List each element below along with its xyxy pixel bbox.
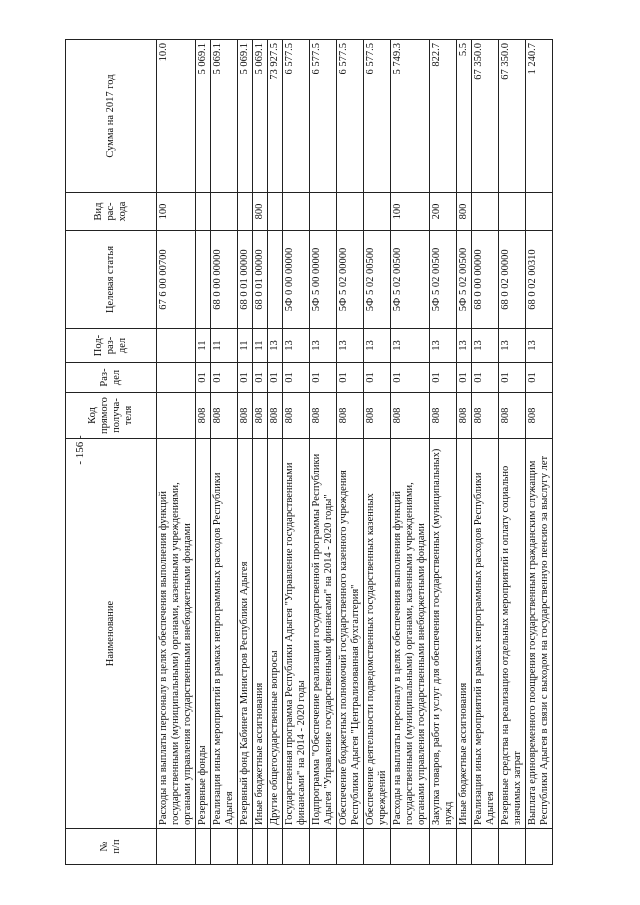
cell-vid: 800: [457, 193, 472, 231]
table-row: [310, 40, 337, 865]
cell-podrazdel: 11: [196, 329, 211, 363]
table-body: [157, 40, 553, 865]
budget-table: [65, 39, 553, 865]
cell-code: 808: [499, 393, 526, 439]
cell-podrazdel: 11: [253, 329, 268, 363]
cell-name: Обеспечение бюджетных полномочий государственного казенного учреждения Республики Адыгея "Централизованная бухгалтерия": [337, 439, 364, 829]
header-name: Наименование: [66, 439, 157, 829]
cell-name: Реализация иных мероприятий в рамках непрограммных расходов Республики Адыгея: [211, 439, 238, 829]
cell-vid: [238, 193, 253, 231]
cell-target: [268, 231, 283, 329]
cell-razdel: 01: [310, 363, 337, 393]
cell-code: 808: [472, 393, 499, 439]
header-code: Код прямого получа-теля: [66, 393, 157, 439]
cell-target: 5Ф 5 02 00000: [337, 231, 364, 329]
cell-sum: 6 577.5: [337, 40, 364, 193]
cell-vid: [364, 193, 391, 231]
cell-num: [526, 829, 553, 865]
cell-sum: 6 577.5: [310, 40, 337, 193]
cell-podrazdel: 13: [283, 329, 310, 363]
cell-num: [472, 829, 499, 865]
cell-name: Закупка товаров, работ и услуг для обеспечения государственных (муниципальных) нужд: [430, 439, 457, 829]
cell-razdel: 01: [211, 363, 238, 393]
table-row: [157, 40, 196, 865]
cell-sum: 5 069.1: [253, 40, 268, 193]
cell-code: 808: [268, 393, 283, 439]
header-sum: Сумма на 2017 год: [66, 40, 157, 193]
cell-vid: [196, 193, 211, 231]
table-row: [457, 40, 472, 865]
cell-target: 68 0 02 00000: [499, 231, 526, 329]
cell-code: 808: [391, 393, 430, 439]
cell-podrazdel: 13: [472, 329, 499, 363]
page-number: - 156 -: [74, 435, 86, 465]
cell-sum: 5.5: [457, 40, 472, 193]
cell-name: Иные бюджетные ассигнования: [457, 439, 472, 829]
cell-num: [157, 829, 196, 865]
cell-name: Реализация иных мероприятий в рамках непрограммных расходов Республики Адыгея: [472, 439, 499, 829]
cell-razdel: 01: [430, 363, 457, 393]
cell-razdel: 01: [499, 363, 526, 393]
cell-podrazdel: [157, 329, 196, 363]
cell-code: 808: [364, 393, 391, 439]
table-row: [391, 40, 430, 865]
table-row: [337, 40, 364, 865]
cell-num: [268, 829, 283, 865]
cell-podrazdel: 13: [391, 329, 430, 363]
cell-target: 5Ф 5 02 00500: [364, 231, 391, 329]
cell-code: 808: [457, 393, 472, 439]
cell-vid: 800: [253, 193, 268, 231]
cell-vid: [310, 193, 337, 231]
cell-sum: 5 069.1: [238, 40, 253, 193]
cell-code: 808: [211, 393, 238, 439]
table-row: [430, 40, 457, 865]
cell-num: [253, 829, 268, 865]
cell-razdel: 01: [364, 363, 391, 393]
cell-vid: [337, 193, 364, 231]
cell-num: [211, 829, 238, 865]
cell-name: Резервный фонд Кабинета Министров Республики Адыгея: [238, 439, 253, 829]
cell-code: 808: [337, 393, 364, 439]
cell-podrazdel: 11: [211, 329, 238, 363]
cell-podrazdel: 13: [526, 329, 553, 363]
header-vid: Вид рас-хода: [66, 193, 157, 231]
cell-vid: [283, 193, 310, 231]
cell-code: 808: [430, 393, 457, 439]
cell-sum: 6 577.5: [283, 40, 310, 193]
table-wrapper: [65, 40, 635, 865]
cell-sum: 1 240.7: [526, 40, 553, 193]
cell-code: 808: [253, 393, 268, 439]
cell-sum: 67 350.0: [472, 40, 499, 193]
cell-name: Расходы на выплаты персоналу в целях обеспечения выполнения функций государственными (муниципальными) органами, казенными учреждениями, органами управления государственными внебюджетными фондами: [391, 439, 430, 829]
cell-num: [337, 829, 364, 865]
cell-vid: [499, 193, 526, 231]
cell-num: [238, 829, 253, 865]
cell-name: Другие общегосударственные вопросы: [268, 439, 283, 829]
header-podrazdel: Под-раз-дел: [66, 329, 157, 363]
cell-sum: 5 069.1: [196, 40, 211, 193]
cell-name: Иные бюджетные ассигнования: [253, 439, 268, 829]
cell-sum: 67 350.0: [499, 40, 526, 193]
cell-vid: 100: [391, 193, 430, 231]
table-row: [268, 40, 283, 865]
cell-name: Резервные фонды: [196, 439, 211, 829]
cell-target: 67 6 00 00700: [157, 231, 196, 329]
cell-sum: 73 927.5: [268, 40, 283, 193]
cell-target: 68 0 02 00310: [526, 231, 553, 329]
table-header-row: [66, 40, 157, 865]
cell-sum: 822.7: [430, 40, 457, 193]
rotated-table-container: [65, 40, 635, 865]
header-razdel: Раз-дел: [66, 363, 157, 393]
cell-name: Обеспечение деятельности подведомственных государственных казенных учреждений: [364, 439, 391, 829]
cell-code: 808: [196, 393, 211, 439]
cell-podrazdel: 13: [499, 329, 526, 363]
cell-target: 5Ф 5 00 00000: [310, 231, 337, 329]
cell-sum: 10.0: [157, 40, 196, 193]
cell-target: 68 0 00 00000: [472, 231, 499, 329]
cell-num: [310, 829, 337, 865]
cell-podrazdel: 13: [310, 329, 337, 363]
cell-code: 808: [526, 393, 553, 439]
cell-num: [499, 829, 526, 865]
cell-sum: 6 577.5: [364, 40, 391, 193]
cell-target: 68 0 01 00000: [253, 231, 268, 329]
cell-name: Расходы на выплаты персоналу в целях обеспечения выполнения функций государственными (муниципальными) органами, казенными учреждениями, органами управления государственными внебюджетными фондами: [157, 439, 196, 829]
cell-razdel: 01: [253, 363, 268, 393]
cell-razdel: 01: [526, 363, 553, 393]
cell-target: [196, 231, 211, 329]
cell-num: [457, 829, 472, 865]
cell-num: [283, 829, 310, 865]
cell-code: 808: [310, 393, 337, 439]
header-num: № п/п: [66, 829, 157, 865]
table-row: [499, 40, 526, 865]
table-row: [211, 40, 238, 865]
cell-vid: [472, 193, 499, 231]
cell-podrazdel: 13: [430, 329, 457, 363]
cell-target: 5Ф 5 02 00500: [457, 231, 472, 329]
table-row: [526, 40, 553, 865]
cell-num: [364, 829, 391, 865]
cell-target: 68 0 00 00000: [211, 231, 238, 329]
cell-code: 808: [238, 393, 253, 439]
cell-target: 5Ф 5 02 00500: [430, 231, 457, 329]
cell-target: 5Ф 5 02 00500: [391, 231, 430, 329]
cell-vid: 200: [430, 193, 457, 231]
cell-target: 68 0 01 00000: [238, 231, 253, 329]
cell-razdel: 01: [238, 363, 253, 393]
cell-vid: [526, 193, 553, 231]
cell-name: Подпрограмма "Обеспечение реализации государственной программы Республики Адыгея "Управление государственными финансами" на 2014 - 2020 годы": [310, 439, 337, 829]
cell-name: Государственная программа Республики Адыгея "Управление государственными финансами" на 2014 - 2020 годы: [283, 439, 310, 829]
cell-podrazdel: 13: [268, 329, 283, 363]
cell-code: [157, 393, 196, 439]
table-row: [364, 40, 391, 865]
cell-num: [196, 829, 211, 865]
cell-name: Выплата единовременного поощрения государственным гражданским служащим Республики Адыгея в связи с выходом на государственную пенсию за выслугу лет: [526, 439, 553, 829]
cell-razdel: 01: [268, 363, 283, 393]
cell-num: [430, 829, 457, 865]
cell-vid: [211, 193, 238, 231]
cell-razdel: 01: [337, 363, 364, 393]
cell-vid: [268, 193, 283, 231]
header-target: Целевая статья: [66, 231, 157, 329]
cell-vid: 100: [157, 193, 196, 231]
cell-podrazdel: 13: [364, 329, 391, 363]
cell-razdel: [157, 363, 196, 393]
cell-code: 808: [283, 393, 310, 439]
cell-podrazdel: 11: [238, 329, 253, 363]
table-row: [253, 40, 268, 865]
table-row: [472, 40, 499, 865]
cell-num: [391, 829, 430, 865]
cell-razdel: 01: [283, 363, 310, 393]
table-row: [283, 40, 310, 865]
cell-podrazdel: 13: [457, 329, 472, 363]
cell-razdel: 01: [472, 363, 499, 393]
cell-podrazdel: 13: [337, 329, 364, 363]
cell-razdel: 01: [457, 363, 472, 393]
cell-sum: 5 069.1: [211, 40, 238, 193]
table-row: [238, 40, 253, 865]
table-row: [196, 40, 211, 865]
cell-target: 5Ф 0 00 00000: [283, 231, 310, 329]
cell-sum: 5 749.3: [391, 40, 430, 193]
cell-razdel: 01: [196, 363, 211, 393]
cell-razdel: 01: [391, 363, 430, 393]
cell-name: Резервные средства на реализацию отдельных мероприятий и оплату социально значимых затрат: [499, 439, 526, 829]
